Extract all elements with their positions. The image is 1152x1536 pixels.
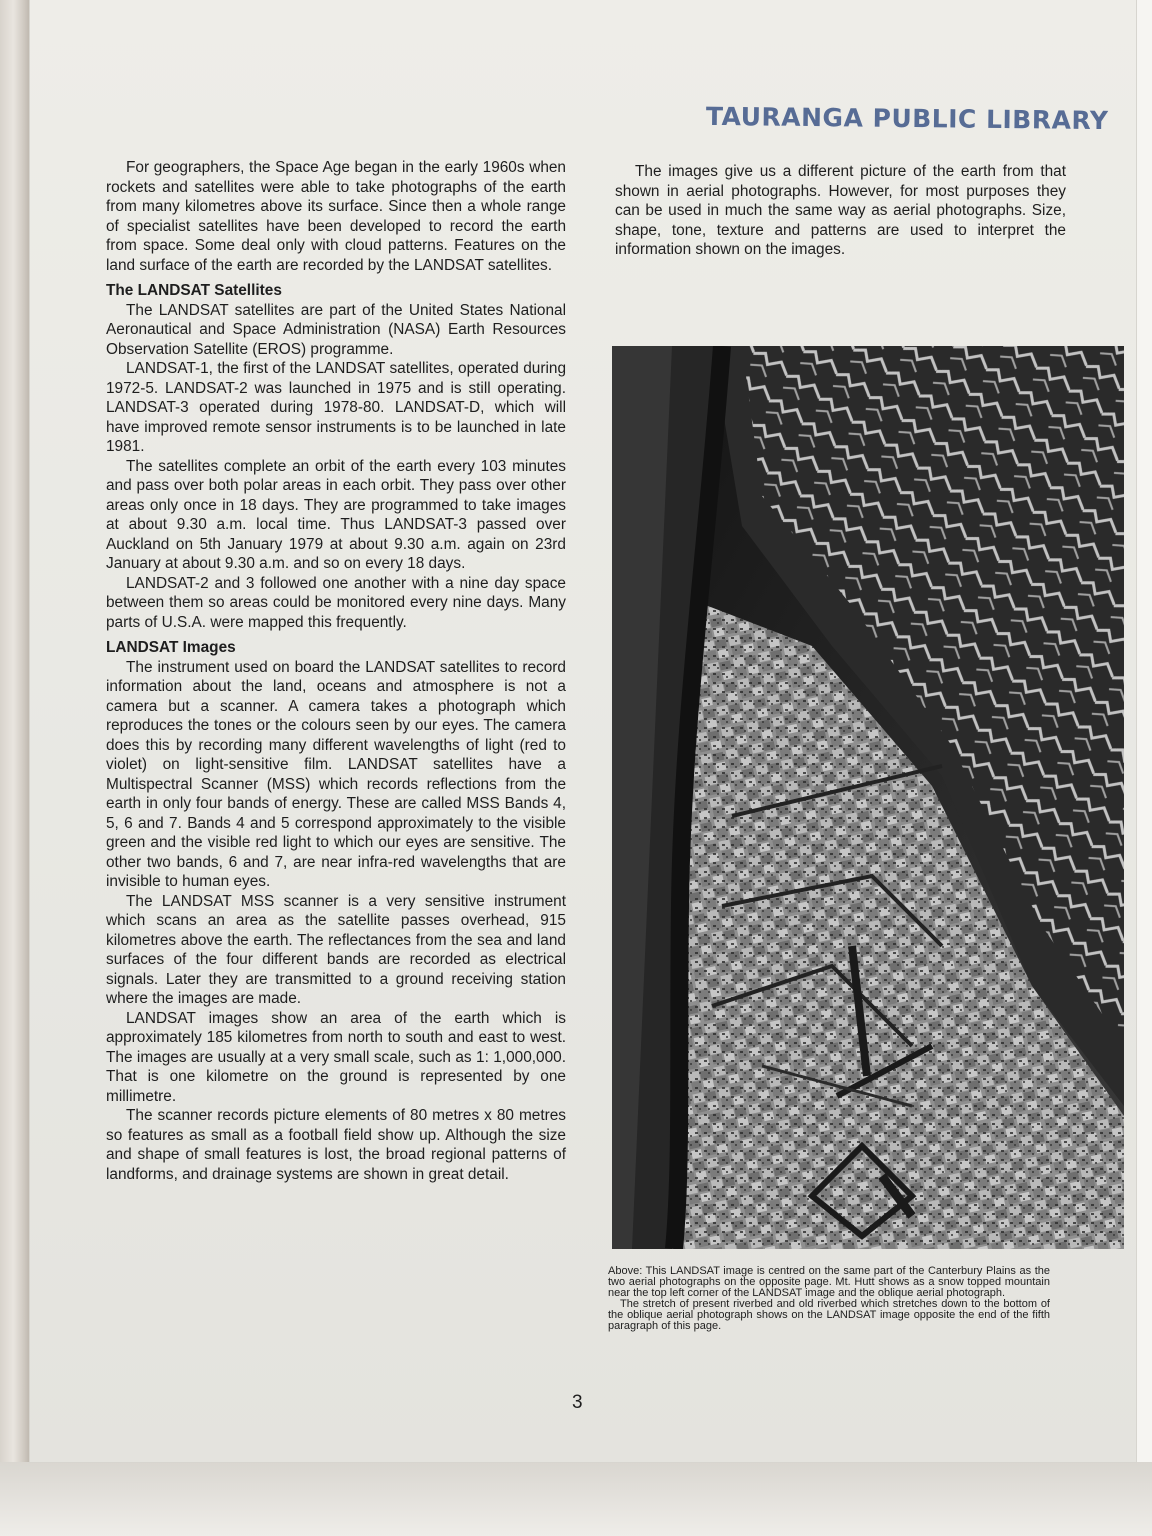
right-intro-paragraph: The images give us a different picture of the earth from that shown in aerial photographs. However, for most purposes they can be used in much the same way as aerial photographs. Size, shape, tone, texture and patterns are used to interpret the information shown on the images. [615, 163, 1066, 258]
image-caption [608, 1266, 1050, 1331]
images-paragraph-4: The scanner records picture elements of 80 metres x 80 metres so features as small as a football field show up. Although the size and shape of small features is lost, the broad regional patterns of landforms, and drainage systems are shown in great detail. [106, 1107, 566, 1183]
page-number: 3 [572, 1392, 583, 1413]
images-paragraph-3: LANDSAT images show an area of the earth which is approximately 185 kilometres from north to south and east to west. The images are usually at a very small scale, such as 1: 1,000,000. That is one kilometre on the ground is represented by one millimetre. [106, 1009, 566, 1105]
intro-paragraph: For geographers, the Space Age began in the early 1960s when rockets and satellites were able to take photographs of the earth from many kilometres above its surface. Since then a whole range of specialist satellites have been developed to record the earth from space. Some deal only with cloud patterns. Features on the land surface of the earth are recorded by the LANDSAT satellites. [106, 159, 566, 274]
booklet-spine [0, 0, 30, 1536]
caption-paragraph-1: Above: This LANDSAT image is centred on the same part of the Canterbury Plains as the two aerial photographs on the opposite page. Mt. Hutt shows as a snow topped mountain near the top left corner of the LANDSAT image and the oblique aerial photograph. [608, 1265, 1050, 1299]
satellites-paragraph-3: The satellites complete an orbit of the earth every 103 minutes and pass over both polar areas in each orbit. They pass over other areas only once in 18 days. They are programmed to take images at about 9.30 a.m. local time. Thus LANDSAT-3 passed over Auckland on 5th January 1979 at about 9.30 a.m. again on 23rd January at about 9.30 a.m. and so on every 18 days. [106, 457, 566, 572]
section-heading-images: LANDSAT Images [106, 639, 236, 656]
images-paragraph-2: The LANDSAT MSS scanner is a very sensitive instrument which scans an area as the satellite passes overhead, 915 kilometres above the earth. The reflectances from the sea and land surfaces of the four different bands are recorded as electrical signals. Later they are transmitted to a ground receiving station where the images are made. [106, 892, 566, 1007]
table-surface [0, 1462, 1152, 1536]
library-stamp: TAURANGA PUBLIC LIBRARY [705, 101, 1109, 136]
page-edge [1136, 0, 1152, 1536]
satellites-paragraph-4: LANDSAT-2 and 3 followed one another with a nine day space between them so areas could be monitored every nine days. Many parts of U.S.A. were mapped this frequently. [106, 574, 566, 631]
satellites-paragraph-2: LANDSAT-1, the first of the LANDSAT satellites, operated during 1972-5. LANDSAT-2 was launched in 1975 and is still operating. LANDSAT-3 operated during 1978-80. LANDSAT-D, which will have improved remote sensor instruments is to be launched in late 1981. [106, 360, 566, 455]
left-column [106, 158, 566, 1184]
section-heading-satellites: The LANDSAT Satellites [106, 282, 282, 299]
right-column [615, 162, 1066, 260]
landsat-image-graphic [612, 346, 1124, 1249]
satellites-paragraph-1: The LANDSAT satellites are part of the United States National Aeronautical and Space Administration (NASA) Earth Resources Observation Satellite (EROS) programme. [106, 301, 566, 358]
landsat-image [612, 346, 1124, 1249]
images-paragraph-1: The instrument used on board the LANDSAT satellites to record information about the land, oceans and atmosphere is not a camera but a scanner. A camera takes a photograph which reproduces the tones or the colours seen by our eyes. The camera does this by recording many different wavelengths of light (red to violet) on light-sensitive film. LANDSAT satellites have a Multispectral Scanner (MSS) which records reflections from the earth in only four bands of energy. These are called MSS Bands 4, 5, 6 and 7. Bands 4 and 5 correspond approximately to the visible green and the visible red light to which our eyes are sensitive. The other two bands, 6 and 7, are near infra-red wavelengths that are invisible to human eyes. [106, 658, 566, 890]
caption-paragraph-2: The stretch of present riverbed and old riverbed which stretches down to the bottom of the oblique aerial photograph shows on the LANDSAT image opposite the end of the fifth paragraph of this page. [608, 1297, 1050, 1332]
